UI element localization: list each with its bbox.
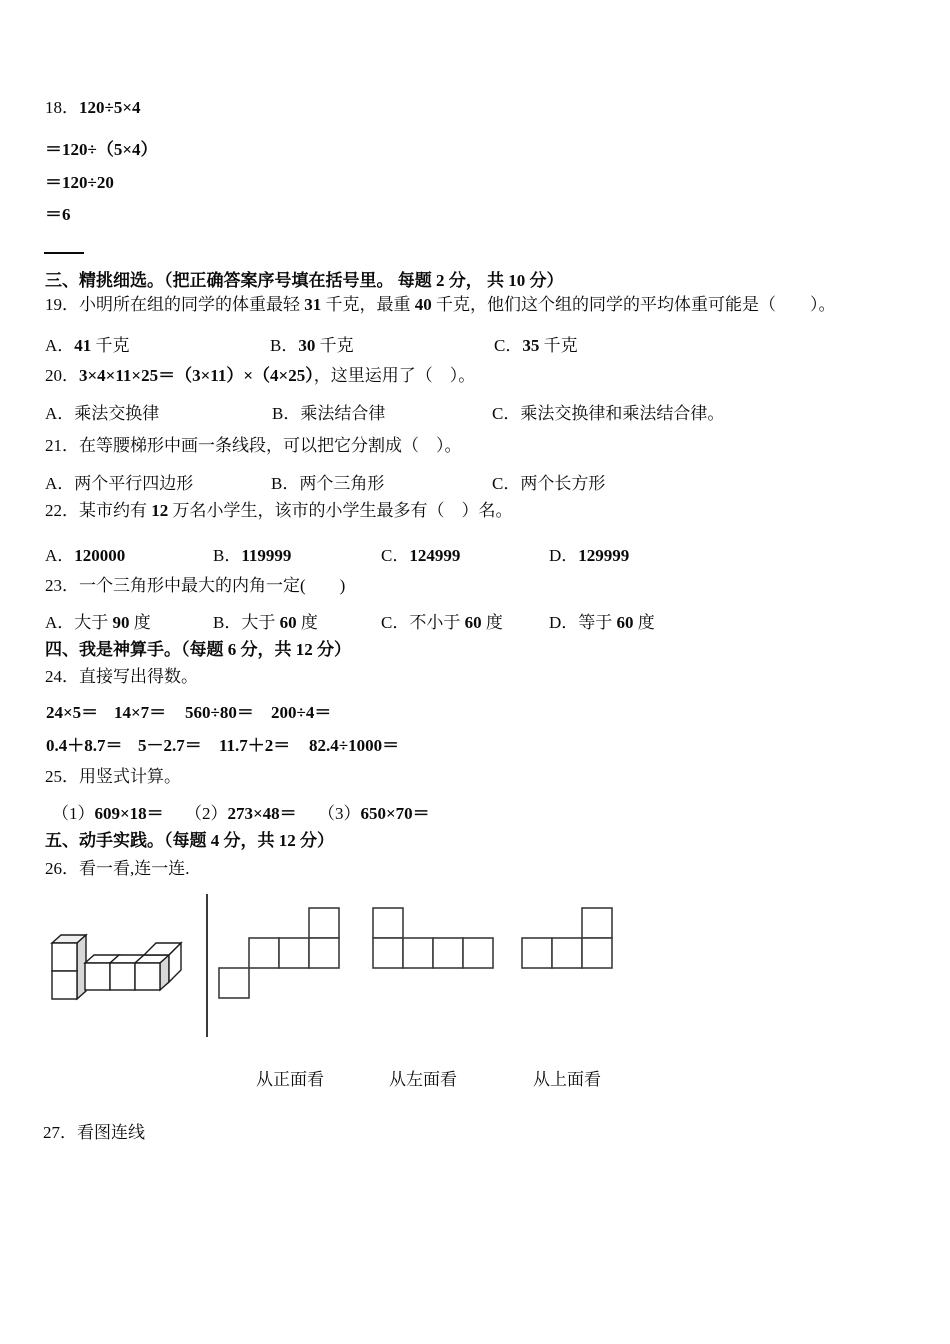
label-front-view: 从正面看 xyxy=(256,1070,324,1089)
q18-step-1: ＝120÷（5×4） xyxy=(45,140,158,159)
q27-title: 27．看图连线 xyxy=(43,1123,145,1142)
answer-blank-line xyxy=(44,252,84,254)
q20-options xyxy=(0,399,950,421)
q23-option-b: B．大于 60 度 xyxy=(213,613,318,632)
cube-stack-3d-figure xyxy=(40,925,190,1010)
q23-option-c: C．不小于 60 度 xyxy=(381,613,503,632)
q24-expr-3: 560÷80＝ xyxy=(185,703,254,722)
q18-step-2: ＝120÷20 xyxy=(45,173,114,192)
q20-option-b: B．乘法结合律 xyxy=(272,404,386,423)
q25-row xyxy=(0,799,950,821)
q25-item-3: （3）650×70＝ xyxy=(318,804,430,823)
row-cube1-front xyxy=(85,963,110,990)
q22-options xyxy=(0,541,950,563)
label-top-view: 从上面看 xyxy=(533,1070,601,1089)
q24-row-1 xyxy=(0,698,950,720)
q19-options xyxy=(0,331,950,353)
q25-item-2: （2）273×48＝ xyxy=(185,804,297,823)
q20-stem: 20．3×4×11×25＝（3×11）×（4×25），这里运用了（ ）。 xyxy=(45,366,476,385)
q18-step-3: ＝6 xyxy=(45,205,71,224)
q19-option-b: B．30 千克 xyxy=(270,336,354,355)
section-3-heading: 三、精挑细选。（把正确答案序号填在括号里。 每题 2 分， 共 10 分） xyxy=(45,271,564,290)
net-shape-2 xyxy=(373,908,493,968)
view-options-figure xyxy=(210,900,630,1005)
label-left-view: 从左面看 xyxy=(389,1070,457,1089)
q22-option-c: C．124999 xyxy=(381,546,461,565)
q24-title: 24．直接写出得数。 xyxy=(45,667,198,686)
q19-stem: 19．小明所在组的同学的体重最轻 31 千克，最重 40 千克，他们这个组的同学的平均体重可能是（ ）。 xyxy=(45,295,836,314)
divider-line xyxy=(206,894,208,1037)
q23-options xyxy=(0,608,950,630)
q21-option-b: B．两个三角形 xyxy=(271,474,385,493)
q18-expression: 120÷5×4 xyxy=(79,98,141,117)
section-5-heading: 五、动手实践。（每题 4 分，共 12 分） xyxy=(45,831,334,850)
view-labels xyxy=(0,1065,950,1087)
q26-title: 26．看一看,连一连. xyxy=(45,859,190,878)
row-cube2-front xyxy=(110,963,135,990)
net-shape-1 xyxy=(219,908,339,998)
q21-stem: 21．在等腰梯形中画一条线段，可以把它分割成（ ）。 xyxy=(45,436,462,455)
q24-expr-5: 0.4＋8.7＝ xyxy=(46,736,123,755)
q21-option-c: C．两个长方形 xyxy=(492,474,606,493)
q22-stem: 22．某市约有 12 万名小学生，该市的小学生最多有（ ）名。 xyxy=(45,501,513,520)
q22-option-a: A．120000 xyxy=(45,546,126,565)
q21-option-a: A．两个平行四边形 xyxy=(45,474,194,493)
q21-options xyxy=(0,469,950,491)
q22-option-d: D．129999 xyxy=(549,546,630,565)
q20-option-c: C．乘法交换律和乘法结合律。 xyxy=(492,404,725,423)
q24-expr-6: 5－2.7＝ xyxy=(138,736,202,755)
q23-stem: 23．一个三角形中最大的内角一定( ) xyxy=(45,576,346,595)
q25-title: 25．用竖式计算。 xyxy=(45,767,181,786)
tower-front-upper xyxy=(52,943,77,971)
row-cube3-front xyxy=(135,963,160,990)
q23-option-a: A．大于 90 度 xyxy=(45,613,151,632)
q22-option-b: B．119999 xyxy=(213,546,292,565)
q24-expr-8: 82.4÷1000＝ xyxy=(309,736,400,755)
q19-option-a: A．41 千克 xyxy=(45,336,130,355)
q20-option-a: A．乘法交换律 xyxy=(45,404,160,423)
q18-line xyxy=(45,97,141,118)
q25-item-1: （1）609×18＝ xyxy=(52,804,164,823)
q19-option-c: C．35 千克 xyxy=(494,336,578,355)
tower-front-lower xyxy=(52,971,77,999)
net-shape-3 xyxy=(522,908,612,968)
q24-expr-1: 24×5＝ xyxy=(46,703,99,722)
q23-option-d: D．等于 60 度 xyxy=(549,613,655,632)
section-4-heading: 四、我是神算手。（每题 6 分，共 12 分） xyxy=(45,640,351,659)
q18-number: 18． xyxy=(45,98,79,117)
q24-expr-7: 11.7＋2＝ xyxy=(219,736,291,755)
q24-expr-2: 14×7＝ xyxy=(114,703,167,722)
q24-row-2 xyxy=(0,731,950,753)
q24-expr-4: 200÷4＝ xyxy=(271,703,332,722)
